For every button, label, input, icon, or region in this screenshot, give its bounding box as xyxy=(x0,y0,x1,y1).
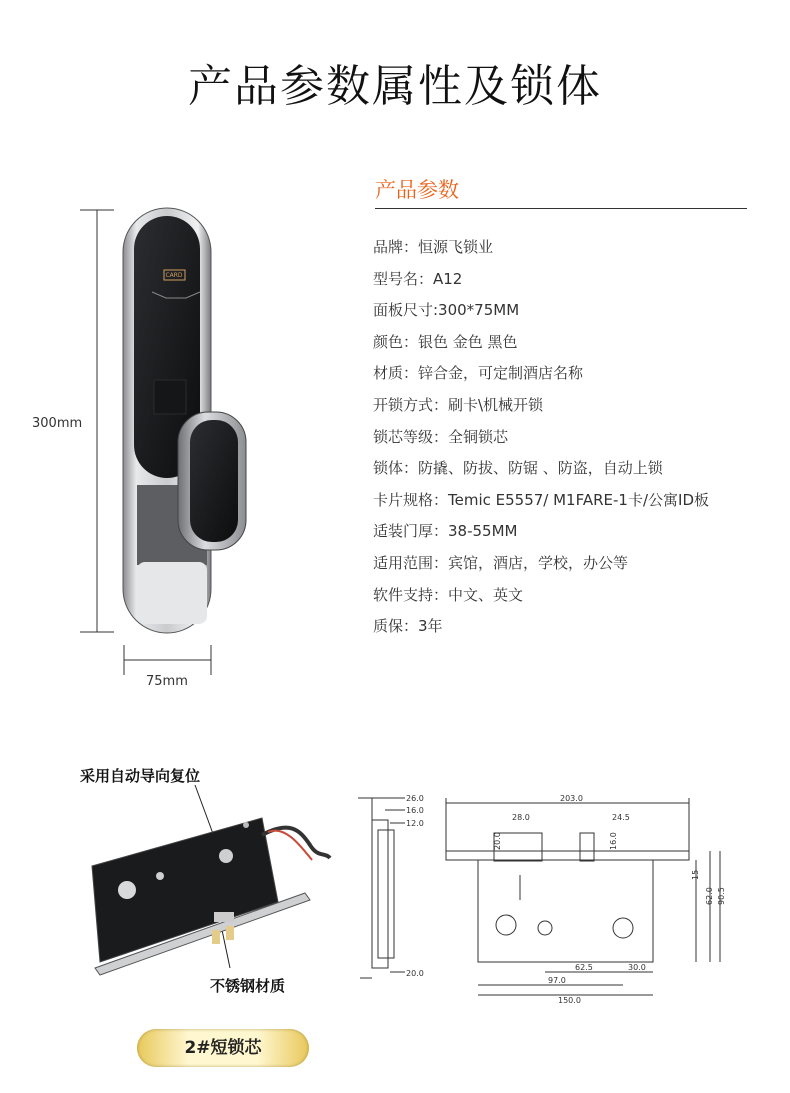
page-title: 产品参数属性及锁体 xyxy=(188,61,602,112)
cylinder-badge: 2#短锁芯 xyxy=(137,1029,309,1067)
param-brand: 品牌：恒源飞锁业 xyxy=(373,238,494,256)
annotation-auto-return: 采用自动导向复位 xyxy=(80,767,201,785)
param-color: 颜色：银色 金色 黑色 xyxy=(373,332,518,351)
annotation-stainless: 不锈钢材质 xyxy=(210,977,286,995)
param-material: 材质：锌合金，可定制酒店名称 xyxy=(373,364,584,383)
param-cylinder-grade: 锁芯等级：全铜锁芯 xyxy=(373,427,509,446)
param-panel-size: 面板尺寸:300*75MM xyxy=(373,301,520,320)
dim-15: 15 xyxy=(691,869,700,880)
params-heading: 产品参数 xyxy=(375,178,459,202)
dim-203: 203.0 xyxy=(560,794,583,803)
dim-28: 28.0 xyxy=(512,813,530,822)
width-dimension-label: 75mm xyxy=(146,674,188,689)
dim-24-5: 24.5 xyxy=(612,813,630,822)
param-model: 型号名：A12 xyxy=(373,269,463,288)
dim-97: 97.0 xyxy=(548,976,566,985)
dim-62: 62.0 xyxy=(705,887,714,905)
param-software: 软件支持：中文、英文 xyxy=(373,585,524,604)
dim-30: 30.0 xyxy=(628,963,646,972)
dim-side-20: 20.0 xyxy=(406,969,424,978)
param-unlock-method: 开锁方式：刷卡\机械开锁 xyxy=(373,395,544,414)
dim-side-16: 16.0 xyxy=(406,806,424,815)
param-application: 适用范围：宾馆，酒店，学校，办公等 xyxy=(373,553,629,572)
param-door-thickness: 适装门厚：38-55MM xyxy=(373,522,518,541)
dim-16: 16.0 xyxy=(609,832,618,850)
dim-62-5: 62.5 xyxy=(575,963,593,972)
param-lock-body: 锁体：防撬、防拔、防锯 、防盗，自动上锁 xyxy=(373,459,663,478)
dim-90-5: 90.5 xyxy=(717,887,726,905)
dim-side-12: 12.0 xyxy=(406,819,424,828)
height-dimension-label: 300mm xyxy=(32,416,83,431)
dim-150: 150.0 xyxy=(558,996,581,1005)
card-label: CARD xyxy=(165,272,183,279)
dim-side-26: 26.0 xyxy=(406,794,424,803)
param-card-spec: 卡片规格：Temic E5557/ M1FARE-1卡/公寓ID板 xyxy=(373,490,709,509)
param-warranty: 质保：3年 xyxy=(373,617,443,636)
dim-20: 20.0 xyxy=(493,832,502,850)
